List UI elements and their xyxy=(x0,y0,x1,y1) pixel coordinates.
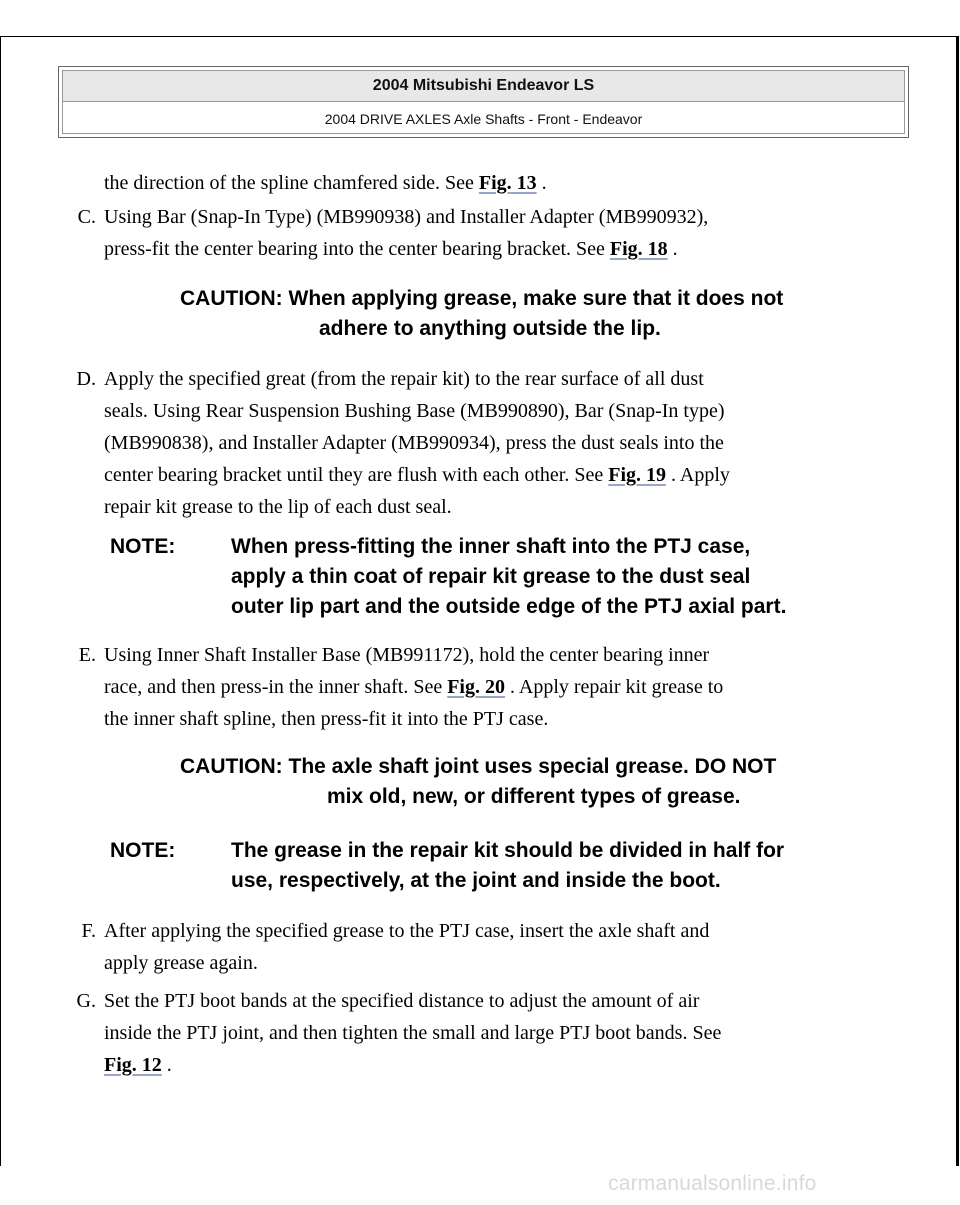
step-g-line1: Set the PTJ boot bands at the specified distance to adjust the amount of air xyxy=(104,990,700,1012)
note-1-line1: When press-fitting the inner shaft into the PTJ case, xyxy=(231,535,751,558)
section-subtitle: 2004 DRIVE AXLES Axle Shafts - Front - Endeavor xyxy=(324,111,643,127)
step-d-line3: (MB990838), and Installer Adapter (MB990934), press the dust seals into the xyxy=(104,432,724,454)
step-g-label: G. xyxy=(76,990,96,1012)
note-2-line2: use, respectively, at the joint and inside the boot. xyxy=(231,869,721,892)
step-d-line1: Apply the specified great (from the repair kit) to the rear surface of all dust xyxy=(104,368,704,390)
caution-1-line2: adhere to anything outside the lip. xyxy=(319,317,661,340)
step-c-after: . xyxy=(667,238,678,260)
step-d-after: . Apply xyxy=(666,464,730,486)
note-2-line1: The grease in the repair kit should be divided in half for xyxy=(231,839,785,862)
note-1-line2: apply a thin coat of repair kit grease to the dust seal xyxy=(231,565,751,588)
caution-1-line1: When applying grease, make sure that it does not xyxy=(288,287,784,310)
step-g-after: . xyxy=(161,1054,172,1076)
step-d-line2: seals. Using Rear Suspension Bushing Base (MB990890), Bar (Snap-In type) xyxy=(104,400,725,422)
step-c-label: C. xyxy=(77,206,96,228)
intro-line xyxy=(104,168,547,198)
intro-after: . xyxy=(536,172,547,194)
caution-2-line1: The axle shaft joint uses special grease. DO NOT xyxy=(288,755,777,778)
step-f-label: F. xyxy=(81,920,96,942)
note-1-line3: outer lip part and the outside edge of the PTJ axial part. xyxy=(231,595,787,618)
note-2-keyword: NOTE: xyxy=(110,839,176,862)
page-border-right xyxy=(956,36,959,1166)
step-f-line2: apply grease again. xyxy=(104,952,258,974)
step-c-line1: Using Bar (Snap-In Type) (MB990938) and Installer Adapter (MB990932), xyxy=(104,206,709,228)
caution-1 xyxy=(180,284,783,314)
step-e-line3: the inner shaft spline, then press-fit it into the PTJ case. xyxy=(104,708,549,730)
fig-19-link[interactable]: Fig. 19 xyxy=(608,464,667,486)
step-g-line3 xyxy=(104,1050,172,1080)
step-g-line2: inside the PTJ joint, and then tighten the small and large PTJ boot bands. See xyxy=(104,1022,722,1044)
step-d-line5: repair kit grease to the lip of each dust seal. xyxy=(104,496,452,518)
step-e-line1: Using Inner Shaft Installer Base (MB991172), hold the center bearing inner xyxy=(104,644,710,666)
step-e-after: . Apply repair kit grease to xyxy=(504,676,724,698)
watermark: carmanualsonline.info xyxy=(608,1172,817,1195)
step-e-label: E. xyxy=(78,644,96,666)
step-d-line4 xyxy=(104,460,730,490)
caution-1-keyword: CAUTION: xyxy=(180,287,283,310)
fig-20-link[interactable]: Fig. 20 xyxy=(447,676,505,698)
intro-text: the direction of the spline chamfered side. See xyxy=(104,172,479,194)
vehicle-title: 2004 Mitsubishi Endeavor LS xyxy=(63,71,904,102)
step-e-line2 xyxy=(104,672,723,702)
page-border-left xyxy=(0,36,1,1166)
step-d-text: center bearing bracket until they are flush with each other. See xyxy=(104,464,609,486)
step-c-text: press-fit the center bearing into the center bearing bracket. See xyxy=(104,238,610,260)
step-c-line2 xyxy=(104,234,678,264)
fig-13-link[interactable]: Fig. 13 xyxy=(478,172,537,194)
fig-12-link[interactable]: Fig. 12 xyxy=(104,1054,162,1076)
caution-2-keyword: CAUTION: xyxy=(180,755,283,778)
caution-2 xyxy=(180,752,776,782)
step-d-label: D. xyxy=(76,368,96,390)
note-1-keyword: NOTE: xyxy=(110,535,176,558)
fig-18-link[interactable]: Fig. 18 xyxy=(609,238,668,260)
document-header xyxy=(58,66,909,138)
caution-2-line2: mix old, new, or different types of grease. xyxy=(327,785,741,808)
page-border-top xyxy=(0,36,959,37)
header-frame xyxy=(62,70,905,134)
step-e-text: race, and then press-in the inner shaft. See xyxy=(104,676,448,698)
step-f-line1: After applying the specified grease to the PTJ case, insert the axle shaft and xyxy=(104,920,710,942)
